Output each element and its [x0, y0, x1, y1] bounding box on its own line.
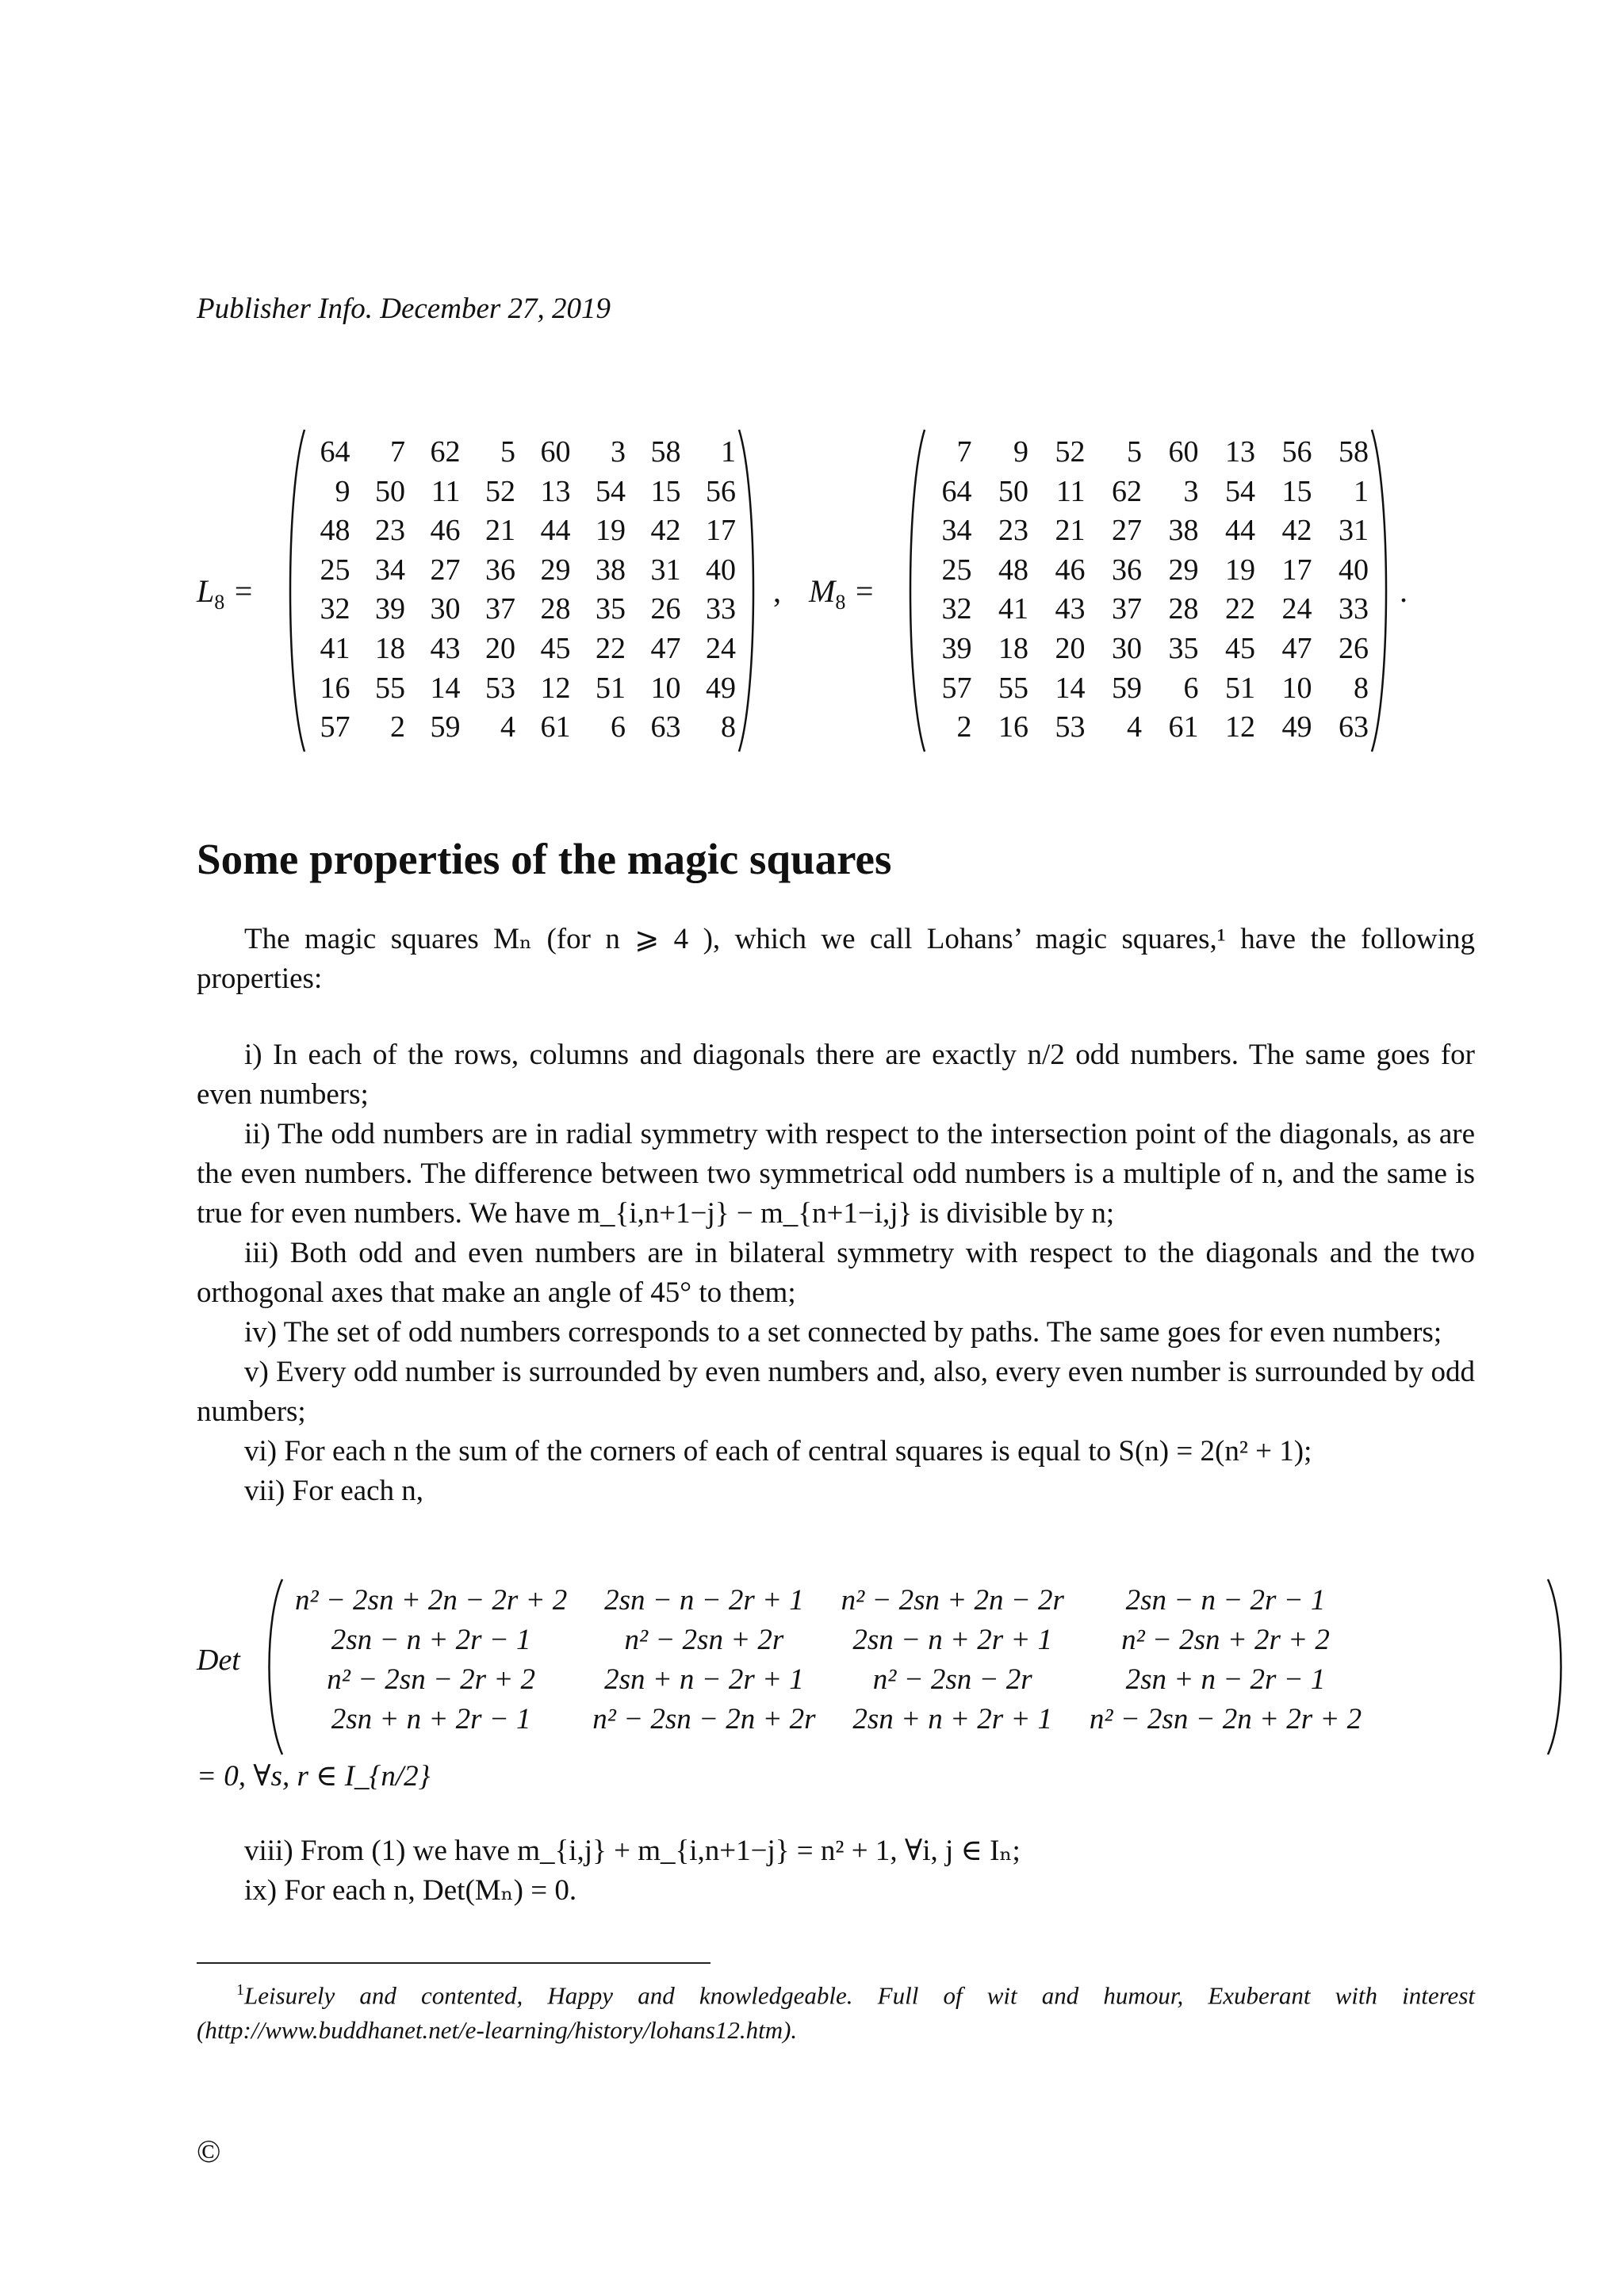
matrix-cell: 4	[1127, 710, 1142, 744]
matrix-cell: 58	[650, 435, 681, 469]
matrix-cell: 58	[1339, 435, 1369, 469]
matrix-cell: 24	[706, 631, 736, 665]
matrix-cell: 59	[430, 710, 461, 744]
matrix-cell: 59	[1112, 671, 1142, 705]
matrix-row	[295, 473, 736, 512]
matrix-cell: 29	[540, 553, 571, 587]
matrix-cell: 56	[1281, 435, 1312, 469]
matrix-cell: 38	[1168, 514, 1199, 548]
matrix-cell: 53	[1055, 710, 1086, 744]
matrix-cell: 48	[320, 514, 350, 548]
matrix-cell: 18	[998, 631, 1028, 665]
matrix-cell: 3	[1183, 474, 1199, 508]
matrix-terminator: .	[1400, 573, 1408, 609]
matrix-row	[295, 629, 736, 669]
matrix-cell: 33	[706, 592, 736, 626]
matrix-cell: 37	[1112, 592, 1142, 626]
right-paren-icon	[1545, 1578, 1568, 1756]
matrix-cell: 25	[320, 553, 350, 587]
matrix-cell: 13	[1225, 435, 1255, 469]
det-cell: n² − 2sn − 2r + 2	[327, 1663, 536, 1696]
matrix-cell: 23	[998, 514, 1028, 548]
matrix-cell: 33	[1339, 592, 1369, 626]
det-cell: n² − 2sn − 2r	[872, 1663, 1032, 1696]
matrix-cell: 8	[1354, 671, 1369, 705]
matrix-cell: 60	[1168, 435, 1199, 469]
matrix-row	[915, 669, 1369, 709]
matrix-l8-grid	[295, 433, 736, 748]
matrix-cell: 19	[596, 514, 626, 548]
matrix-cell: 6	[1183, 671, 1199, 705]
matrix-row	[295, 590, 736, 629]
det-row	[282, 1700, 1374, 1739]
det-cell: 2sn − n + 2r − 1	[331, 1624, 531, 1656]
det-row	[282, 1621, 1374, 1660]
matrix-cell: 17	[1281, 553, 1312, 587]
matrix-cell: 44	[540, 514, 571, 548]
matrix-cell: 6	[611, 710, 626, 744]
matrix-cell: 53	[485, 671, 515, 705]
matrix-cell: 16	[320, 671, 350, 705]
matrix-m8	[904, 428, 1392, 753]
matrix-row	[295, 551, 736, 591]
matrix-row	[295, 708, 736, 748]
copyright-symbol: ©	[197, 2133, 221, 2169]
matrix-cell: 2	[390, 710, 405, 744]
matrix-cell: 8	[721, 710, 736, 744]
properties-after	[197, 1831, 1475, 1911]
matrix-cell: 47	[650, 631, 681, 665]
det-cell: n² − 2sn + 2r	[624, 1624, 784, 1656]
matrix-cell: 20	[1055, 631, 1086, 665]
property-item: iv) The set of odd numbers corresponds to a set connected by paths. The same goes for even numbers;	[244, 1316, 1442, 1349]
matrix-cell: 56	[706, 474, 736, 508]
determinant-block	[197, 1578, 1576, 1756]
matrix-cell: 28	[1168, 592, 1199, 626]
matrix-cell: 26	[650, 592, 681, 626]
det-grid	[282, 1581, 1374, 1739]
matrix-cell: 63	[650, 710, 681, 744]
property-item: v) Every odd number is surrounded by even numbers and, also, every even number is surrounded by odd numbers;	[197, 1356, 1475, 1428]
matrix-cell: 20	[485, 631, 515, 665]
matrix-cell: 55	[998, 671, 1028, 705]
matrix-cell: 21	[485, 514, 515, 548]
matrix-cell: 60	[540, 435, 571, 469]
det-cell: 2sn + n − 2r − 1	[1125, 1663, 1326, 1696]
matrix-cell: 40	[706, 553, 736, 587]
matrix-cell: 36	[1112, 553, 1142, 587]
matrix-cell: 5	[500, 435, 515, 469]
det-cell: n² − 2sn + 2n − 2r	[841, 1584, 1064, 1617]
det-cell: n² − 2sn − 2n + 2r + 2	[1089, 1703, 1362, 1735]
matrix-cell: 14	[1055, 671, 1086, 705]
matrix-cell: 15	[1281, 474, 1312, 508]
matrix-cell: 52	[485, 474, 515, 508]
matrix-cell: 24	[1281, 592, 1312, 626]
matrix-cell: 36	[485, 553, 515, 587]
matrix-cell: 35	[1168, 631, 1199, 665]
matrix-cell: 39	[941, 631, 972, 665]
matrix-cell: 18	[375, 631, 405, 665]
matrix-l8-label: $L_8$ =	[197, 573, 255, 614]
running-head: Publisher Info. December 27, 2019	[197, 293, 611, 325]
matrix-cell: 23	[375, 514, 405, 548]
matrix-cell: 45	[540, 631, 571, 665]
footnote-mark: 1	[236, 1981, 244, 1999]
matrix-cell: 13	[540, 474, 571, 508]
matrix-cell: 55	[375, 671, 405, 705]
det-row	[282, 1660, 1374, 1700]
matrix-cell: 51	[1225, 671, 1255, 705]
intro-paragraph: The magic squares Mₙ (for n ⩾ 4 ), which we call Lohans’ magic squares,¹ have the following properties:	[197, 923, 1475, 995]
matrix-cell: 57	[941, 671, 972, 705]
matrix-cell: 62	[1112, 474, 1142, 508]
property-item: vi) For each n the sum of the corners of each of central squares is equal to S(n) = 2(n² + 1);	[244, 1435, 1312, 1468]
matrix-cell: 31	[1339, 514, 1369, 548]
matrix-cell: 38	[596, 553, 626, 587]
matrix-cell: 29	[1168, 553, 1199, 587]
matrix-cell: 62	[430, 435, 461, 469]
matrix-row	[915, 511, 1369, 551]
property-item: vii) For each n,	[244, 1475, 424, 1507]
matrix-cell: 7	[956, 435, 972, 469]
matrix-row	[915, 629, 1369, 669]
property-item: viii) From (1) we have m_{i,j} + m_{i,n+1−j} = n² + 1, ∀i, j ∈ Iₙ;	[244, 1835, 1021, 1867]
matrix-cell: 2	[956, 710, 972, 744]
matrix-cell: 1	[1354, 474, 1369, 508]
matrix-cell: 45	[1225, 631, 1255, 665]
matrix-cell: 15	[650, 474, 681, 508]
matrix-cell: 54	[1225, 474, 1255, 508]
matrix-row	[915, 590, 1369, 629]
matrix-cell: 10	[650, 671, 681, 705]
matrix-cell: 12	[1225, 710, 1255, 744]
matrix-row	[295, 669, 736, 709]
matrix-cell: 3	[611, 435, 626, 469]
matrix-row	[915, 433, 1369, 473]
det-label: Det	[197, 1644, 240, 1677]
matrix-cell: 46	[1055, 553, 1086, 587]
matrix-cell: 21	[1055, 514, 1086, 548]
matrix-cell: 50	[375, 474, 405, 508]
matrix-cell: 43	[430, 631, 461, 665]
footnote-text: Leisurely and contented, Happy and knowledgeable. Full of wit and humour, Exuberant with interest (http://www.buddhanet.net/e-learning/history/lohans12.htm).	[197, 1981, 1475, 2045]
det-row	[282, 1581, 1374, 1621]
det-cell: 2sn + n + 2r + 1	[852, 1703, 1053, 1735]
matrix-cell: 30	[430, 592, 461, 626]
matrix-row	[915, 551, 1369, 591]
matrix-cell: 19	[1225, 553, 1255, 587]
det-cell: 2sn + n + 2r − 1	[331, 1703, 531, 1735]
det-cell: 2sn − n + 2r + 1	[852, 1624, 1053, 1656]
matrix-row	[295, 511, 736, 551]
matrix-cell: 28	[540, 592, 571, 626]
det-cell: n² − 2sn − 2n + 2r	[592, 1703, 816, 1735]
det-equals: = 0, ∀s, r ∈ I_{n/2}	[197, 1760, 431, 1793]
matrix-cell: 26	[1339, 631, 1369, 665]
matrix-cell: 54	[596, 474, 626, 508]
matrix-cell: 31	[650, 553, 681, 587]
matrix-cell: 32	[320, 592, 350, 626]
property-item: iii) Both odd and even numbers are in bilateral symmetry with respect to the diagonals and the two orthogonal axes that make an angle of 45° to them;	[197, 1237, 1475, 1309]
properties-list	[197, 1035, 1475, 1511]
matrix-row	[295, 433, 736, 473]
matrix-cell: 37	[485, 592, 515, 626]
matrix-m8-grid	[915, 433, 1369, 748]
matrix-cell: 44	[1225, 514, 1255, 548]
property-item: i) In each of the rows, columns and diagonals there are exactly n/2 odd numbers. The same goes for even numbers;	[197, 1039, 1475, 1111]
matrix-cell: 49	[706, 671, 736, 705]
matrix-cell: 51	[596, 671, 626, 705]
matrix-cell: 11	[1055, 474, 1086, 508]
matrix-cell: 61	[1168, 710, 1199, 744]
matrix-cell: 64	[320, 435, 350, 469]
right-paren-icon	[736, 428, 760, 753]
matrix-cell: 63	[1339, 710, 1369, 744]
matrix-cell: 22	[596, 631, 626, 665]
matrix-cell: 9	[335, 474, 350, 508]
matrix-cell: 27	[1112, 514, 1142, 548]
matrix-l8	[284, 428, 760, 753]
matrix-cell: 30	[1112, 631, 1142, 665]
matrix-cell: 5	[1127, 435, 1142, 469]
matrix-cell: 42	[650, 514, 681, 548]
matrix-cell: 22	[1225, 592, 1255, 626]
matrix-cell: 14	[430, 671, 461, 705]
matrix-cell: 34	[941, 514, 972, 548]
det-cell: 2sn − n − 2r + 1	[604, 1584, 804, 1617]
footnote-rule	[197, 1962, 710, 1964]
property-item: ii) The odd numbers are in radial symmetry with respect to the intersection point of the diagonals, as are the even numbers. The difference between two symmetrical odd numbers is a multiple of n, and the same is true for even numbers. We have m_{i,n+1−j} − m_{n+1−i,j} is divisible by n;	[197, 1118, 1475, 1230]
matrix-cell: 17	[706, 514, 736, 548]
matrix-cell: 47	[1281, 631, 1312, 665]
right-paren-icon	[1369, 428, 1392, 753]
matrix-cell: 16	[998, 710, 1028, 744]
det-cell: n² − 2sn + 2r + 2	[1121, 1624, 1330, 1656]
matrix-cell: 1	[721, 435, 736, 469]
matrix-cell: 32	[941, 592, 972, 626]
matrix-cell: 46	[430, 514, 461, 548]
matrix-cell: 61	[540, 710, 571, 744]
matrix-cell: 48	[998, 553, 1028, 587]
section-title: Some properties of the magic squares	[197, 835, 892, 883]
matrix-cell: 41	[998, 592, 1028, 626]
matrix-cell: 9	[1013, 435, 1028, 469]
matrix-cell: 40	[1339, 553, 1369, 587]
footnote	[197, 1973, 1475, 2048]
matrix-cell: 50	[998, 474, 1028, 508]
matrix-cell: 27	[430, 553, 461, 587]
det-cell: 2sn + n − 2r + 1	[604, 1663, 804, 1696]
det-cell: n² − 2sn + 2n − 2r + 2	[295, 1584, 568, 1617]
matrix-cell: 43	[1055, 592, 1086, 626]
matrix-cell: 39	[375, 592, 405, 626]
matrix-row	[915, 473, 1369, 512]
matrix-cell: 11	[431, 474, 461, 508]
matrix-cell: 52	[1055, 435, 1086, 469]
matrix-cell: 42	[1281, 514, 1312, 548]
matrix-cell: 12	[540, 671, 571, 705]
matrix-cell: 35	[596, 592, 626, 626]
matrix-cell: 25	[941, 553, 972, 587]
matrix-cell: 7	[390, 435, 405, 469]
det-cell: 2sn − n − 2r − 1	[1125, 1584, 1326, 1617]
matrix-cell: 64	[941, 474, 972, 508]
matrix-cell: 49	[1281, 710, 1312, 744]
matrix-m8-label: $M_8$ =	[809, 573, 875, 614]
matrix-cell: 34	[375, 553, 405, 587]
matrix-row	[915, 708, 1369, 748]
matrix-cell: 41	[320, 631, 350, 665]
matrix-cell: 4	[500, 710, 515, 744]
matrix-separator: ,	[773, 573, 781, 609]
property-item: ix) For each n, Det(Mₙ) = 0.	[244, 1874, 577, 1907]
matrix-cell: 10	[1281, 671, 1312, 705]
matrix-cell: 57	[320, 710, 350, 744]
